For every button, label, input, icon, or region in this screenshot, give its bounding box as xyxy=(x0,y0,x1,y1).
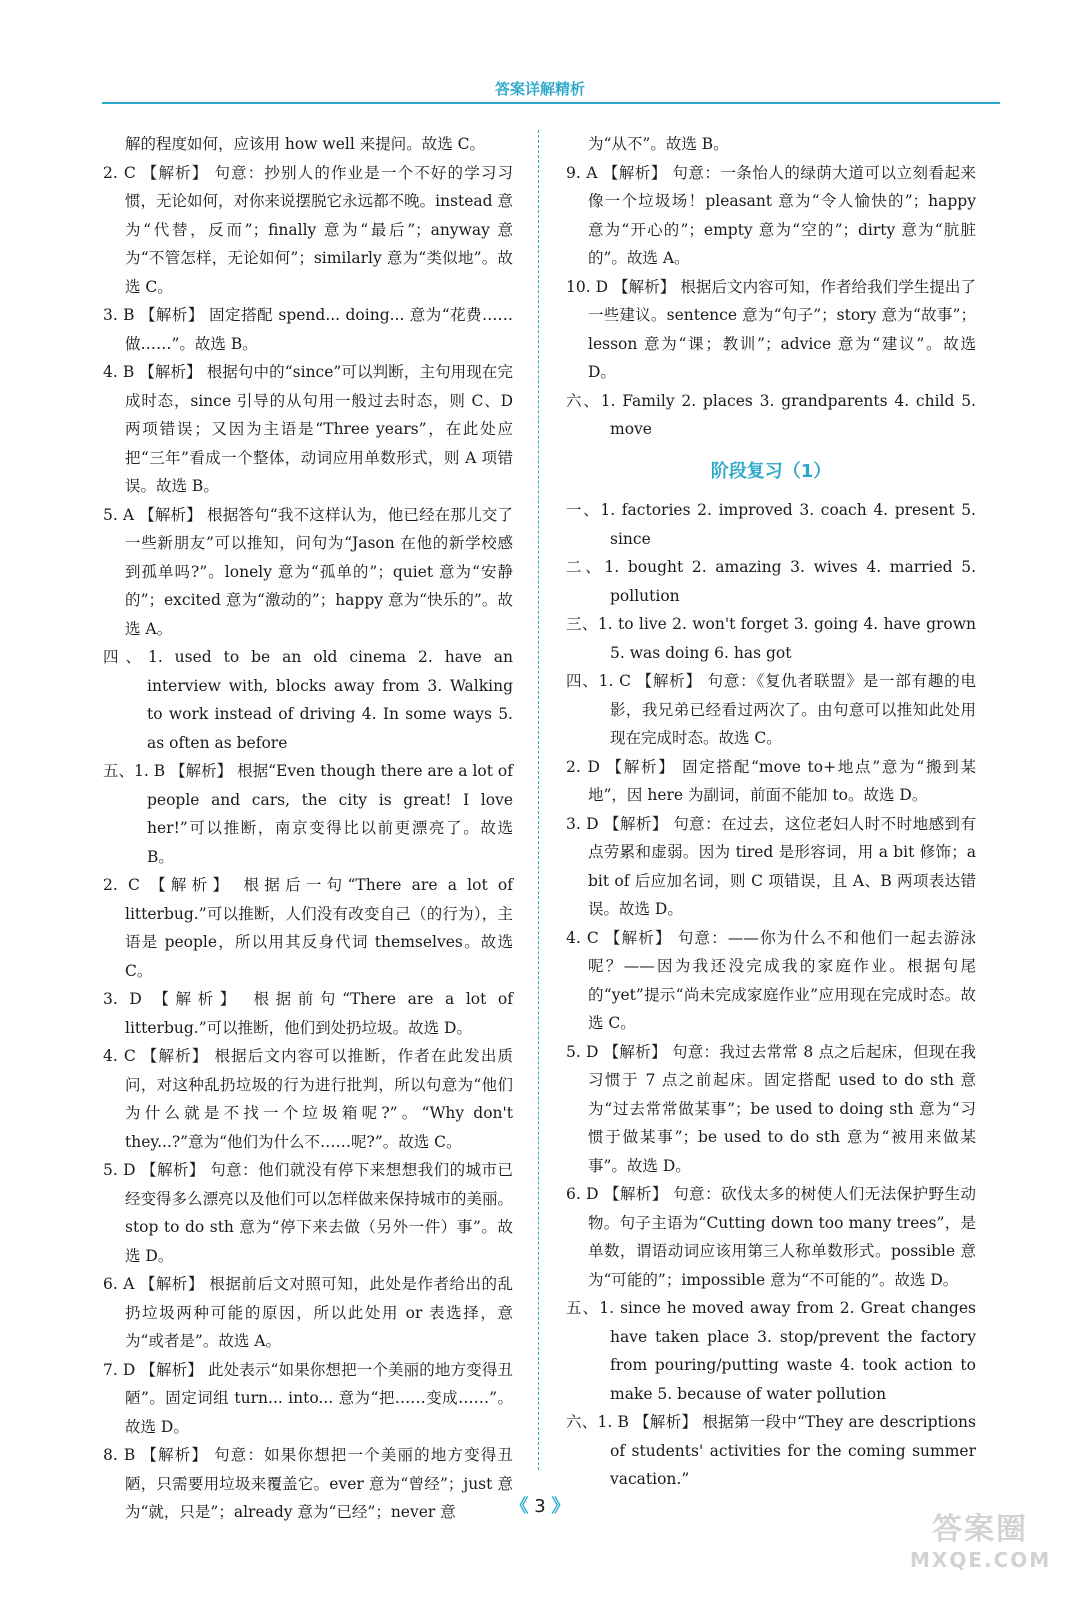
answer-item: 5. D 【解析】 句意：我过去常常 8 点之后起床，但现在我习惯于 7 点之前起床。固定搭配 used to do sth 意为“过去常常做某事”；be used to doing sth 意为“习惯于做某事”；be used to do sth 意为“被用来做某事”。故选 D。 xyxy=(566,1042,976,1175)
left-column xyxy=(103,130,513,1527)
section-five: 五、1. B 【解析】 根据“Even though there are a lot of people and cars, the city is great! I love her!”可以推断，南京变得比以前更漂亮了。故选 B。 xyxy=(103,762,513,866)
answer-continuation: 为“从不”。故选 B。 xyxy=(588,135,729,153)
answer-item: 9. A 【解析】 句意：一条怡人的绿荫大道可以立刻看起来像一个垃圾场！pleasant 意为“令人愉快的”；happy 意为“开心的”；empty 意为“空的”；dirty 意为“肮脏的”。故选 A。 xyxy=(566,163,976,267)
section-title: 阶段复习（1） xyxy=(710,460,832,482)
answer-item: 2. D 【解析】 固定搭配“move to+地点”意为“搬到某地”，因 here 为副词，前面不能加 to。故选 D。 xyxy=(566,757,976,804)
right-column xyxy=(566,130,976,1494)
watermark-top: 答案圈 xyxy=(932,1512,1028,1547)
header-rule xyxy=(102,102,1000,104)
answer-item: 10. D 【解析】 根据后文内容可知，作者给我们学生提出了一些建议。sentence 意为“句子”；story 意为“故事”；lesson 意为“课；教训”；advice 意为“建议”。故选 D。 xyxy=(566,277,976,381)
page-number-value: 3 xyxy=(534,1496,546,1517)
answer-item: 6. D 【解析】 句意：砍伐太多的树使人们无法保护野生动物。句子主语为“Cutting down too many trees”，是单数，谓语动词应该用第三人称单数形式。possible 意为“可能的”；impossible 意为“不可能的”。故选 D。 xyxy=(566,1185,976,1289)
page-header: 答案详解精析 xyxy=(494,80,585,98)
answer-item: 4. C 【解析】 句意：——你为什么不和他们一起去游泳呢？——因为我还没完成我的家庭作业。根据句尾的“yet”提示“尚未完成家庭作业”应用现在完成时态。故选 C。 xyxy=(566,928,976,1032)
answer-item: 5. A 【解析】 根据答句“我不这样认为，他已经在那儿交了一些新朋友”可以推知，问句为“Jason 在他的新学校感到孤单吗?”。lonely 意为“孤单的”；quiet 意为“安静的”；excited 意为“激动的”；happy 意为“快乐的”。故选 A。 xyxy=(103,505,513,638)
review-section-three: 三、1. to live 2. won't forget 3. going 4. have grown 5. was doing 6. has got xyxy=(566,615,976,662)
review-section-one: 一、1. factories 2. improved 3. coach 4. present 5. since xyxy=(566,501,976,548)
section-six: 六、1. Family 2. places 3. grandparents 4. child 5. move xyxy=(566,391,976,438)
answer-item: 8. B 【解析】 句意：如果你想把一个美丽的地方变得丑陋，只需要用垃圾来覆盖它。ever 意为“曾经”；just 意为“就，只是”；already 意为“已经”；never 意 xyxy=(103,1446,513,1521)
page-bracket-right: 》 xyxy=(551,1496,570,1517)
answer-item: 3. D 【解析】 根据前句“There are a lot of litterbug.”可以推断，他们到处扔垃圾。故选 D。 xyxy=(103,990,513,1037)
column-divider xyxy=(538,130,539,1470)
page-bracket-left: 《 xyxy=(510,1496,529,1517)
answer-item: 4. B 【解析】 根据句中的“since”可以判断，主句用现在完成时态，since 引导的从句用一般过去时态，则 C、D 两项错误；又因为主语是“Three years”，在此处应把“三年”看成一个整体，动词应用单数形式，则 A 项错误。故选 B。 xyxy=(103,363,513,495)
answer-item: 3. D 【解析】 句意：在过去，这位老妇人时不时地感到有点劳累和虚弱。因为 tired 是形容词，用 a bit 修饰；a bit of 后应加名词，则 C 项错误，且 A、B 两项表达错误。故选 D。 xyxy=(566,814,976,918)
review-section-five: 五、1. since he moved away from 2. Great changes have taken place 3. stop/prevent the factory from pouring/putting waste 4. took action to make 5. because of water pollution xyxy=(566,1299,976,1403)
answer-item: 2. C 【解析】 句意：抄别人的作业是一个不好的学习习惯，无论如何，对你来说摆脱它永远都不晚。instead 意为“代替，反而”；finally 意为“最后”；anyway 意为“不管怎样，无论如何”；similarly 意为“类似地”。故选 C。 xyxy=(103,163,513,296)
review-section-six: 六、1. B 【解析】 根据第一段中“They are descriptions of students' activities for the coming summer vacation.” xyxy=(566,1413,976,1488)
answer-item: 3. B 【解析】 固定搭配 spend... doing... 意为“花费……做……”。故选 B。 xyxy=(103,306,513,353)
review-section-four: 四、1. C 【解析】 句意：《复仇者联盟》是一部有趣的电影，我兄弟已经看过两次了。由句意可以推知此处用现在完成时态。故选 C。 xyxy=(566,672,976,747)
answer-item: 2. C 【解析】 根据后一句“There are a lot of litterbug.”可以推断，人们没有改变自己（的行为），主语是 people，所以用其反身代词 themselves。故选 C。 xyxy=(103,876,513,980)
watermark-bottom: MXQE.COM xyxy=(910,1548,1052,1572)
section-four: 四、1. used to be an old cinema 2. have an interview with, blocks away from 3. Walking to work instead of driving 4. In some ways 5. as often as before xyxy=(103,648,513,752)
review-section-two: 二、1. bought 2. amazing 3. wives 4. married 5. pollution xyxy=(566,558,976,605)
answer-item: 7. D 【解析】 此处表示“如果你想把一个美丽的地方变得丑陋”。固定词组 turn... into... 意为“把……变成……”。故选 D。 xyxy=(103,1360,513,1436)
answer-item: 5. D 【解析】 句意：他们就没有停下来想想我们的城市已经变得多么漂亮以及他们可以怎样做来保持城市的美丽。stop to do sth 意为“停下来去做（另外一件）事”。故选 D。 xyxy=(103,1161,513,1265)
answer-continuation: 解的程度如何，应该用 how well 来提问。故选 C。 xyxy=(125,135,486,153)
answer-item: 4. C 【解析】 根据后文内容可以推断，作者在此发出质问，对这种乱扔垃圾的行为进行批判，所以句意为“他们为什么就是不找一个垃圾箱呢?”。“Why don't they...?”意为“他们为什么不……呢?”。故选 C。 xyxy=(103,1047,513,1151)
answer-item: 6. A 【解析】 根据前后文对照可知，此处是作者给出的乱扔垃圾两种可能的原因，所以此处用 or 表选择，意为“或者是”。故选 A。 xyxy=(103,1275,513,1350)
watermark-logo xyxy=(910,1512,1050,1582)
